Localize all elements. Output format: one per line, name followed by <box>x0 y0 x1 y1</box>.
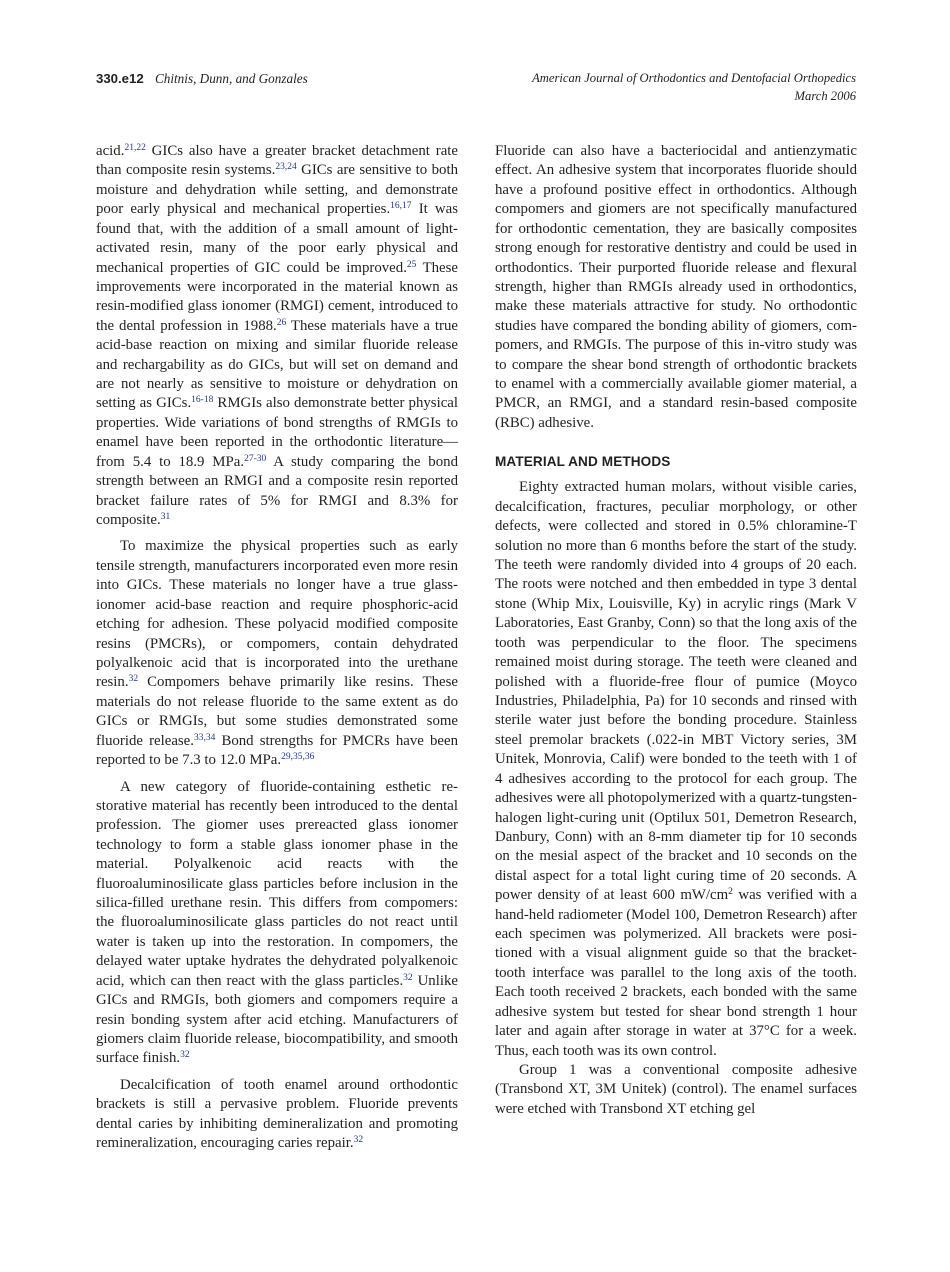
citation[interactable]: 25 <box>406 259 417 270</box>
citation[interactable]: 32 <box>403 972 413 983</box>
paragraph: acid.$^{21,22}$ GICs also have a greater bracket detachment rate than composite resin systems.$^{23,24}$ GICs are sensitive to both moisture and dehydration while setting, and demonstrate poor early physical and mechanical properties.$^{16,17}$ It was found that, with the addition of a small amount of light-activated resin, many of the poor early physical and mechanical properties of GIC could be improved.$^{25}$ These improvements were incorporated in the material known as resin-modified glass ionomer (RMGI) cement, introduced to the dental profession in 1988.26 These materials have a true acid-base reaction on mixing and similar fluoride release and rechargability as do GICs, but will set on demand and are not nearly as sensitive to moisture or dehydration on setting as GICs.$^{16-18}$ RMGIs also demonstrate better physical properties. Wide variations of bond strengths of RMGIs to enamel have been reported in the orthodontic literature—from 5.4 to 18.9 MPa.$^{27-30}$ A study comparing the bond strength between an RMGI and a composite resin reported bracket failure rates of 5% for RMGI and 8.3% for composite.$^{31}$ <box>96 143 459 529</box>
citation[interactable]: 32 <box>128 674 139 685</box>
paragraph: Eighty extracted human molars, without visible caries, decalcification, fractures, peculiar morphology, or other defects, were collected and stored in 0.5% chloramine-T solution no more than 6 months before the start of the study. The teeth were randomly divided into 4 groups of 20 each. The roots were notched and then embedded in type 3 dental stone (Whip Mix, Louisville, Ky) in acrylic rings (Mark V Laboratories, East Granby, Conn) so that the long axis of the tooth was perpendicular to the floor. The specimens remained moist during storage. The teeth were cleaned and polished with a fluoride-free flour of pumice (Moyco Industries, Philadelphia, Pa) for 10 seconds and rinsed with sterile water just before the bonding procedure. Stainless steel premolar brackets (.022-in MBT Victory series, 3M Unitek, Monrovia, Calif) were bonded to the teeth with 1 of 4 adhesives according to the protocol for each group. The adhesives were all photopolymerized with a quartz-tungsten-halogen light-curing unit (Optilux 501, Demetron Research, Danbury, Conn) with an 8-mm diameter tip for 10 seconds on the mesial aspect of the bracket and 10 seconds on the distal aspect for a total light curing time of 20 seconds. A power density of at least 600 $mW/cm^2$ was verified with a hand-held radiometer (Model 100, Demetron Research) after each specimen was polymerized. All brackets were positioned with a visual alignment guide so that the bracket-tooth interface was parallel to the long axis of the tooth. Each tooth received 2 brackets, each bonded with the same adhesive system but tested for shear bond strength 1 hour later and again after storage in water at 37°C for a week. Thus, each tooth was its own control. <box>495 479 857 1059</box>
superscript: 2 <box>728 887 733 898</box>
running-header-left <box>96 70 308 87</box>
citation[interactable]: 31 <box>160 512 171 523</box>
issue-date: March 2006 <box>794 88 856 103</box>
paragraph: A new category of fluoride-containing esthetic restorative material has recently been introduced to the dental profession. The giomer uses prereacted glass ionomer technology to form a stable glass ionomer phase in the material. Polyalkenoic acid reacts with the fluoroaluminosilicate glass particles before inclusion in the silica-filled urethane resin. This differs from compomers: the fluoroaluminosilicate glass particles do not react until water is taken up into the restoration. In compomers, the delayed water uptake hydrates the dehydrated polyalkenoic acid, which can then react with the glass particles.$^{32}$ Unlike GICs and RMGIs, both giomers and compomers require a resin bonding system after acid etching. Manufacturers of giomers claim fluoride release, biocompatibility, and smooth surface finish.$^{32}$ <box>96 778 458 1067</box>
citation[interactable]: 23,24 <box>275 162 297 173</box>
paragraph: Decalcification of tooth enamel around orthodontic brackets is still a pervasive problem. Fluoride prevents dental caries by inhibiting demineralization and promoting remineralization, encouraging caries repair.$^{32}$ <box>96 1076 458 1152</box>
citation[interactable]: 29,35,36 <box>281 752 315 763</box>
journal-title: American Journal of Orthodontics and Dentofacial Orthopedics <box>532 71 856 85</box>
paragraph: To maximize the physical properties such as early tensile strength, manufacturers incorporated even more resin into GICs. These materials no longer have a true glass-ionomer acid-base reaction and require phosphoric-acid etching for adhesion. These polyacid modified composite resins (PMCRs), or compomers, contain dehydrated polyalkenoic acid that is incorporated into the urethane resin.$^{32}$ Compomers behave primarily like resins. These materials do not release fluoride to the same extent as do GICs or RMGIs, but some studies demonstrated some fluoride release.$^{33,34}$ Bond strengths for PMCRs have been reported to be 7.3 to 12.0 MPa.$^{29,35,36}$ <box>96 538 458 769</box>
right-column <box>495 142 857 1119</box>
citation[interactable]: 26 <box>276 317 287 328</box>
section-heading: MATERIAL AND METHODS <box>495 454 671 470</box>
citation[interactable]: 16-18 <box>191 395 214 406</box>
citation[interactable]: 32 <box>353 1135 364 1146</box>
citation[interactable]: 16,17 <box>390 201 412 212</box>
running-header-right <box>532 70 856 105</box>
citation[interactable]: 33,34 <box>193 732 216 743</box>
citation[interactable]: 21,22 <box>124 143 146 153</box>
paragraph: Fluoride can also have a bacteriocidal and antienzymatic effect. An adhesive system that incorporates fluoride should have a profound positive effect in orthodontics. Although compomers and giomers are not specifically manufactured for orthodontic cementation, they are basically composites strong enough for restorative dentistry and could be used in orthodontics. Their purported fluoride release and flexural strength, higher than RMGIs already used in orthodontics, make these materials attractive for study. No orthodontic studies have compared the bonding ability of giomers, compomers, and RMGIs. The purpose of this in-vitro study was to compare the shear bond strength of orthodontic brackets to enamel with a commercially available giomer material, a PMCR, an RMGI, and a standard resin-based composite (RBC) adhesive. <box>495 143 857 431</box>
running-authors: Chitnis, Dunn, and Gonzales <box>154 71 308 86</box>
page-number: 330.e12 <box>96 71 144 86</box>
left-column <box>96 142 458 1154</box>
citation[interactable]: 32 <box>180 1050 190 1061</box>
paragraph: Group 1 was a conventional composite adhesive (Transbond XT, 3M Unitek) (control). The enamel surfaces were etched with Transbond XT etching gel <box>495 1061 857 1117</box>
citation[interactable]: 27-30 <box>244 453 267 464</box>
